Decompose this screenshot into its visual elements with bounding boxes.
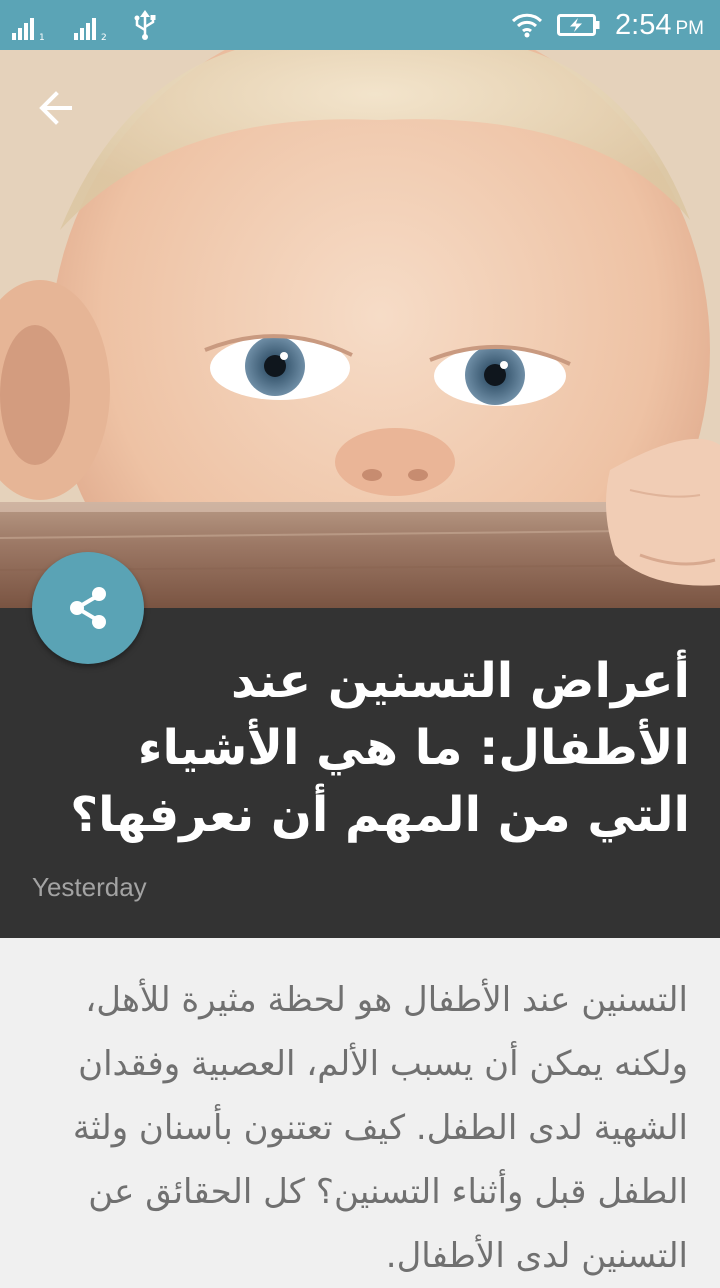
status-left-icons	[12, 10, 156, 43]
signal-icon	[12, 16, 45, 43]
status-right-icons	[511, 0, 704, 50]
clock	[615, 9, 704, 42]
signal-icon	[74, 16, 107, 43]
share-button[interactable]	[32, 552, 144, 664]
arrow-back-icon	[38, 91, 74, 125]
back-button[interactable]	[26, 80, 86, 136]
usb-icon	[134, 10, 156, 40]
wifi-icon	[511, 12, 543, 38]
battery-charging-icon	[557, 13, 601, 37]
baby-photo	[0, 50, 720, 608]
article-date: Yesterday	[32, 872, 147, 902]
clock-ampm: PM	[675, 17, 704, 39]
article-title: أعراض التسنين عند الأطفال: ما هي الأشياء التي من المهم أن نعرفها؟	[70, 653, 690, 843]
hero-image	[0, 50, 720, 608]
status-bar	[0, 0, 720, 50]
sim1-label: 1	[39, 33, 45, 43]
article-body: التسنين عند الأطفال هو لحظة مثيرة للأهل، ولكنه يمكن أن يسبب الألم، العصبية وفقدان الشهية لدى الطفل. كيف تعتنون بأسنان ولثة الطفل قبل وأثناء التسنين؟ كل الحقائق عن التسنين لدى الأطفال.	[72, 980, 688, 1276]
clock-time: 2:54	[615, 8, 672, 41]
share-icon	[66, 585, 110, 631]
sim2-label: 2	[101, 33, 107, 43]
